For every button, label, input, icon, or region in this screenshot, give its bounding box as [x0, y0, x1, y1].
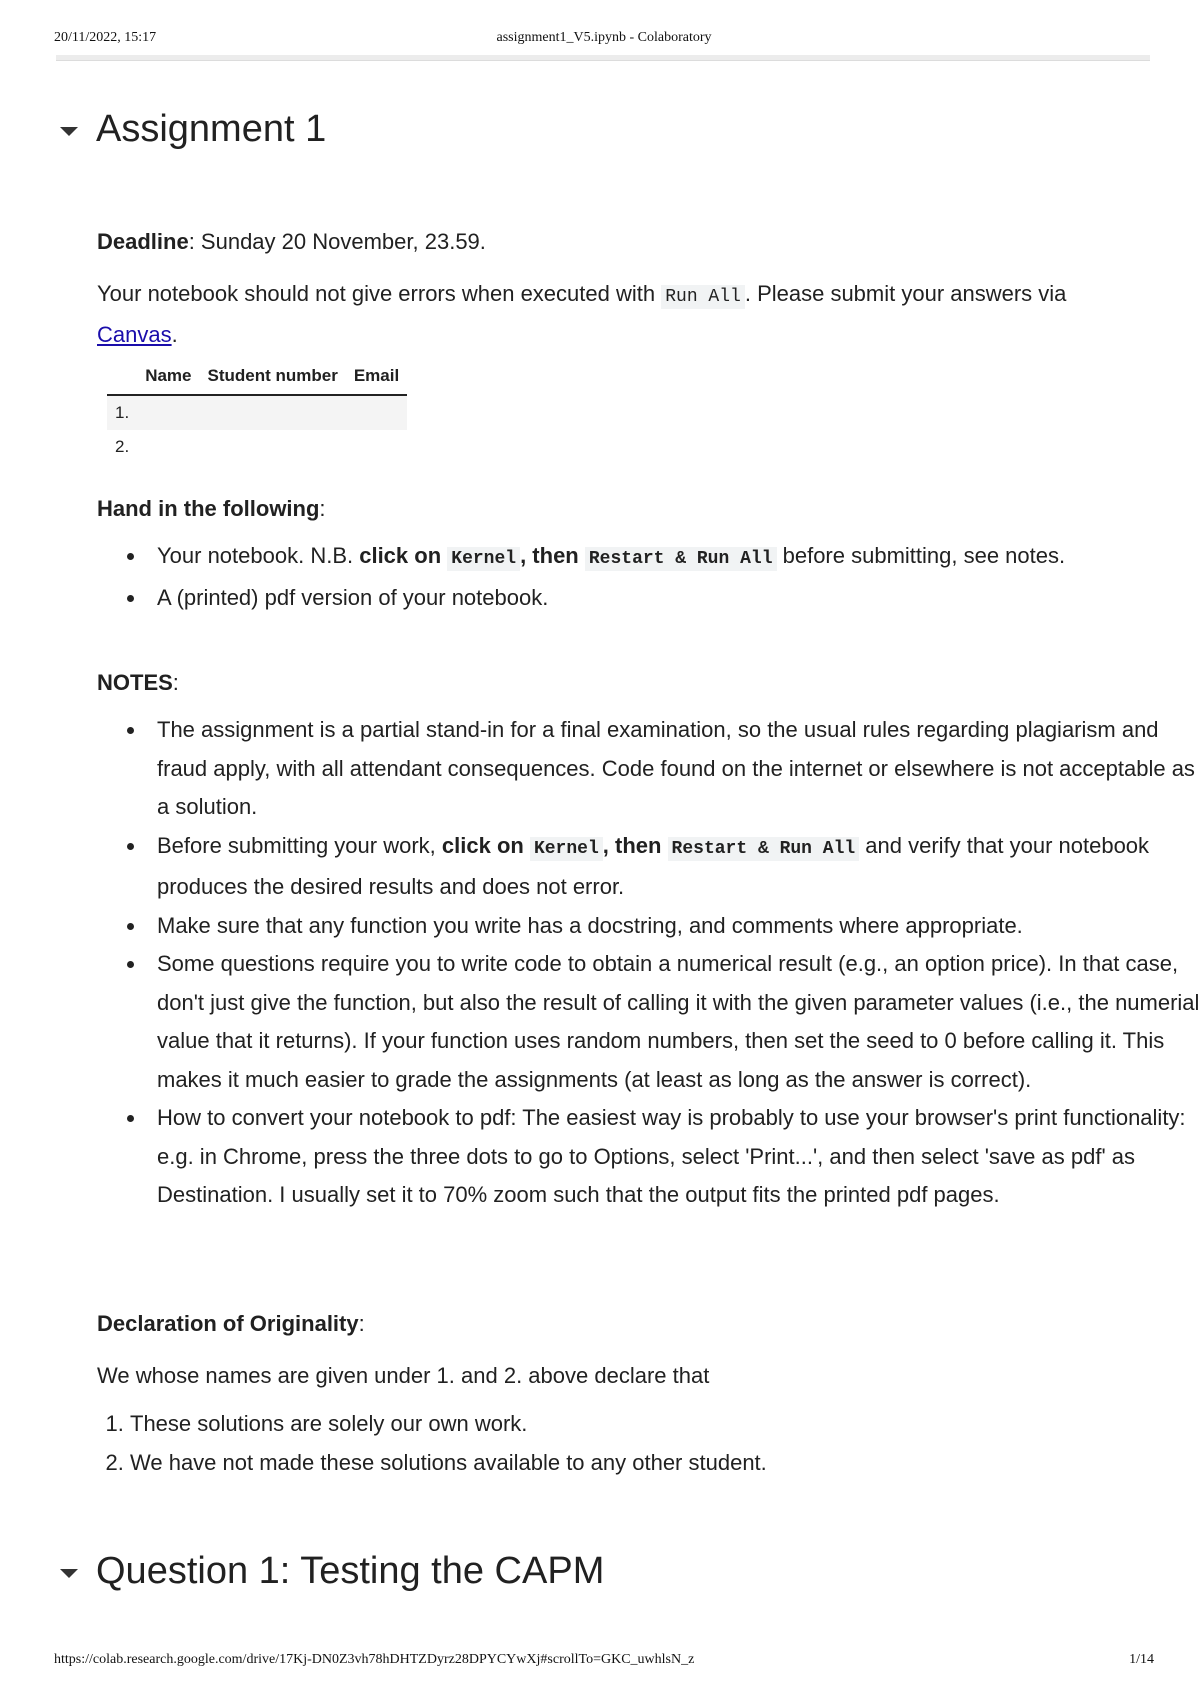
- item-text: Your notebook. N.B.: [157, 543, 360, 568]
- canvas-link[interactable]: Canvas: [97, 322, 172, 347]
- hand-in-heading: [97, 490, 1147, 528]
- row-email: [346, 395, 407, 430]
- deadline-paragraph: [97, 223, 1147, 261]
- row-student-number: [200, 430, 346, 464]
- notes-colon: :: [172, 670, 179, 695]
- hand-in-list: [97, 537, 1200, 617]
- list-item: [157, 827, 1200, 907]
- hand-in-colon: :: [319, 496, 326, 521]
- intro-text-mid: . Please submit your answers via: [744, 281, 1067, 306]
- table-header-name: Name: [137, 362, 199, 395]
- section-heading-text: Question 1: Testing the CAPM: [96, 1550, 605, 1592]
- notes-heading: [97, 664, 1147, 702]
- run-all-code: Run All: [661, 285, 745, 309]
- declaration-heading: [97, 1305, 1147, 1343]
- item-text: before submitting, see notes.: [776, 543, 1066, 568]
- section-heading-text: Assignment 1: [96, 108, 327, 150]
- deadline-label: Deadline: [97, 229, 189, 254]
- list-item: 1. These solutions are solely our own work.: [130, 1405, 1180, 1444]
- item-bold-text: click on: [441, 832, 530, 858]
- intro-text-end: .: [171, 322, 178, 347]
- table-row: [107, 395, 407, 430]
- restart-run-all-code: Restart & Run All: [668, 837, 860, 861]
- list-item: Make sure that any function you write has a docstring, and comments where appropriate.: [157, 907, 1200, 946]
- item-text: and verify that your notebook produces the desired results and does not error.: [157, 832, 1150, 899]
- declaration-list: [97, 1405, 1180, 1482]
- declaration-intro: We whose names are given under 1. and 2. above declare that: [97, 1363, 710, 1388]
- list-item: The assignment is a partial stand-in for a final examination, so the usual rules regarding plagiarism and fraud apply, with all attendant consequences. Code found on the internet or elsewhere is not acceptable as a solution.: [157, 711, 1200, 827]
- collapse-triangle-icon[interactable]: [60, 1569, 78, 1578]
- row-index: 1.: [107, 395, 137, 430]
- list-item: Some questions require you to write code to obtain a numerical result (e.g., an option price). In that case, don't just give the function, but also the result of calling it with the given parameter values (i.e., the numerial value that it returns). If your function uses random numbers, then set the seed to 0 before calling it. This makes it much easier to grade the assignments (at least as long as the answer is correct).: [157, 945, 1200, 1099]
- intro-paragraph: [97, 275, 1147, 354]
- table-row: [107, 430, 407, 464]
- item-bold-text: click on: [359, 543, 448, 568]
- table-header-index: [107, 362, 137, 395]
- kernel-code: Kernel: [530, 837, 603, 861]
- print-datetime: 20/11/2022, 15:17: [54, 30, 157, 45]
- declaration-colon: :: [358, 1311, 365, 1336]
- item-text: Before submitting your work,: [157, 832, 442, 858]
- item-bold-text: , then: [602, 832, 668, 858]
- table-header-email: Email: [346, 362, 407, 395]
- page-number: 1/14: [1129, 1652, 1154, 1667]
- list-item: [157, 537, 1200, 579]
- notes-heading-text: NOTES: [97, 670, 173, 695]
- list-item: 2. We have not made these solutions available to any other student.: [130, 1444, 1180, 1483]
- page-url: https://colab.research.google.com/drive/17Kj-DN0Z3vh78hDHTZDyrz28DPYCYwXj#scrollTo=GKC_uwhlsN_z: [54, 1652, 695, 1667]
- list-item: How to convert your notebook to pdf: The easiest way is probably to use your browser's print functionality: e.g. in Chrome, press the three dots to go to Options, select 'Print...', and then select 'save as pdf' as Destination. I usually set it to 70% zoom such that the output fits the printed pdf pages.: [157, 1099, 1200, 1215]
- students-table: [107, 362, 407, 464]
- table-header-student-number: Student number: [200, 362, 346, 395]
- print-page-title: assignment1_V5.ipynb - Colaboratory: [496, 30, 712, 45]
- kernel-code: Kernel: [447, 547, 520, 571]
- restart-run-all-code: Restart & Run All: [585, 547, 777, 571]
- item-bold-text: , then: [520, 543, 585, 568]
- table-header-row: [107, 362, 407, 395]
- row-index: 2.: [115, 437, 130, 456]
- declaration-heading-text: Declaration of Originality: [97, 1311, 359, 1336]
- hand-in-heading-text: Hand in the following: [97, 496, 320, 521]
- intro-text: Your notebook should not give errors when executed with: [97, 281, 662, 306]
- row-name: [137, 395, 199, 430]
- list-item: A (printed) pdf version of your notebook.: [157, 579, 1200, 618]
- header-divider: [56, 55, 1150, 61]
- row-student-number: [200, 395, 346, 430]
- row-email: [346, 430, 407, 464]
- section-assignment-1[interactable]: [60, 108, 326, 151]
- notes-list: [97, 711, 1200, 1215]
- section-question-1[interactable]: [60, 1550, 604, 1593]
- collapse-triangle-icon[interactable]: [60, 127, 78, 136]
- deadline-text: : Sunday 20 November, 23.59.: [188, 229, 486, 254]
- row-name: [137, 430, 199, 464]
